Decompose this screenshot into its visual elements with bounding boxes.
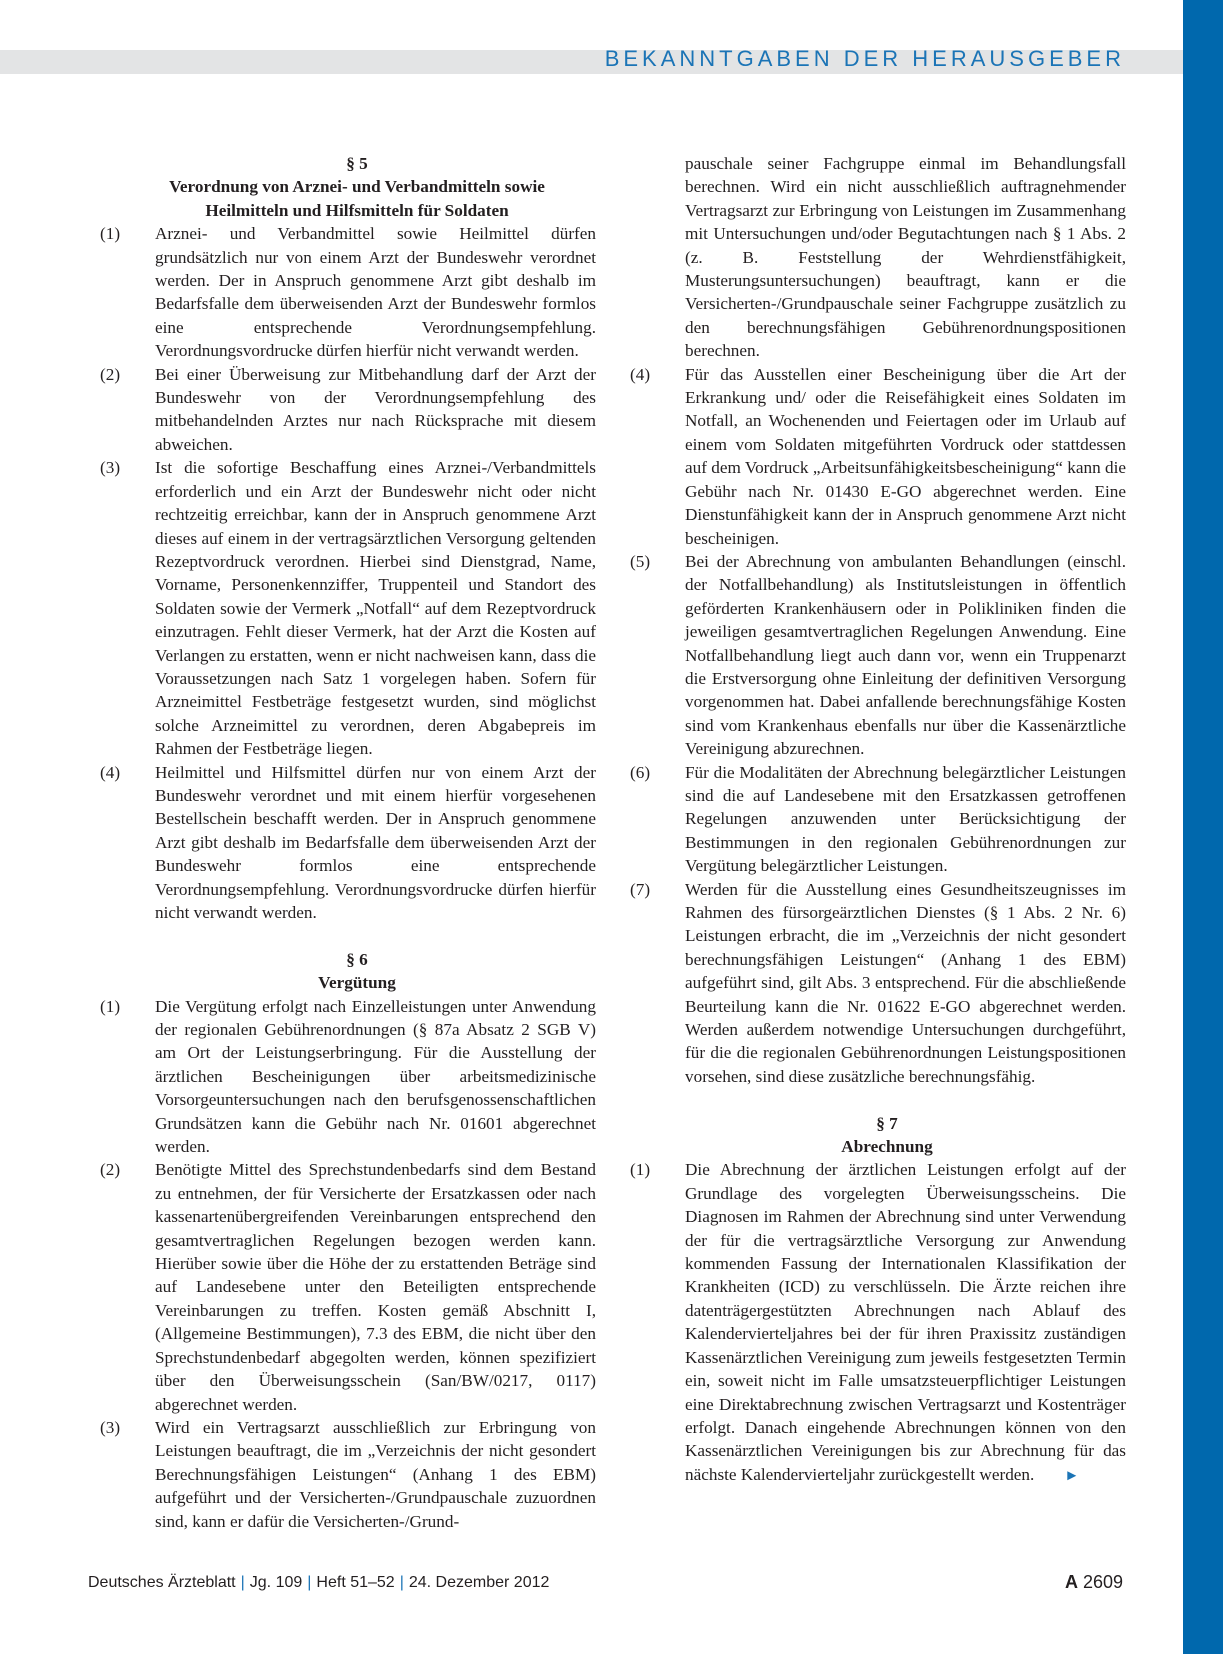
s5-paragraph-4 bbox=[88, 761, 596, 925]
paragraph-text: Die Abrechnung der ärztlichen Leistungen erfolgt auf der Grundlage des vorgelegten Überweisungsscheins. Die Diagnosen im Rahmen der Abrechnung sind unter Verwendung der für die vertragsärztliche Versorgung zur Anwendung kommenden Fassung der Internationalen Klassifikation der Krankheiten (ICD) zu verschlüsseln. Die Ärzte reichen ihre datenträgergestützten Abrechnungen nach Ablauf des Kalendervierteljahres bei der für ihren Praxissitz zuständigen Kassenärztlichen Vereinigung zum jeweils festgesetzten Termin ein, soweit nicht im Falle umsatzsteuerpflichtiger Leistungen eine Direktabrechnung zwischen Vertragsarzt und Kostenträger erfolgt. Danach eingehende Abrechnungen können von den Kassenärztlichen Vereinigungen bis zur Abrechnung für das nächste Kalendervierteljahr zurückgestellt werden. bbox=[685, 1160, 1126, 1484]
paragraph-number: (2) bbox=[100, 364, 121, 384]
paragraph-number: (4) bbox=[630, 364, 651, 384]
paragraph-text: Für die Modalitäten der Abrechnung belegärztlicher Leistungen sind die auf Landesebene mit den Ersatzkassen getroffenen Regelungen anzuwenden unter Berücksichtigung der Bestimmungen in den regionalen Gebührenordnungen zur Vergütung belegärztlicher Leistungen. bbox=[685, 762, 1126, 876]
section-6-heading bbox=[88, 948, 596, 995]
section-7-number: § 7 bbox=[876, 1113, 898, 1133]
paragraph-number: (1) bbox=[100, 996, 121, 1016]
section-5-number: § 5 bbox=[346, 154, 368, 173]
section-6-title: Vergütung bbox=[318, 973, 396, 993]
s6-paragraph-3 bbox=[88, 1416, 596, 1533]
page-number bbox=[1065, 1572, 1123, 1593]
footer-separator: | bbox=[399, 1574, 404, 1591]
section-7-title: Abrechnung bbox=[841, 1137, 933, 1157]
paragraph-number: (1) bbox=[630, 1160, 651, 1180]
paragraph-number: (6) bbox=[630, 762, 651, 782]
journal-name: Deutsches Ärzteblatt bbox=[88, 1574, 236, 1591]
paragraph-text: Wird ein Vertragsarzt ausschließlich zur Erbringung von Leistungen beauftragt, die im „Verzeichnis der nicht gesondert Berechnungsfähigen Leistungen“ (Anhang 1 des EBM) aufgeführt und der Versicherten-/Grundpauschale zuzuordnen sind, kann er dafür die Versicherten-/Grund- bbox=[155, 1417, 596, 1531]
s5-paragraph-1 bbox=[88, 222, 596, 362]
paragraph-number: (1) bbox=[100, 224, 121, 244]
paragraph-number: (3) bbox=[100, 1417, 121, 1437]
footer-separator: | bbox=[307, 1574, 312, 1591]
paragraph-number: (4) bbox=[100, 762, 121, 782]
section-5-title-line1: Verordnung von Arznei- und Verbandmitteln sowie bbox=[169, 177, 545, 197]
paragraph-text: Werden für die Ausstellung eines Gesundheitszeugnisses im Rahmen des fürsorgeärztlichen Dienstes (§ 1 Abs. 2 Nr. 6) Leistungen erbracht, die im „Verzeichnis der nicht gesondert berechnungsfähigen Leistungen“ (Anhang 1 des EBM) aufgeführt sind, gilt Abs. 3 entsprechend. Für die abschließende Beurteilung kann die Nr. 01622 E-GO abgerechnet werden. Werden außerdem notwendige Untersuchungen durchgeführt, für die die regionalen Gebührenordnungen Leistungspositionen vorsehen, sind diese zusätzliche berechnungsfähig. bbox=[685, 879, 1126, 1086]
paragraph-text: Für das Ausstellen einer Bescheinigung über die Art der Erkrankung und/ oder die Reisefähigkeit eines Soldaten im Notfall, an Wochenenden und Feiertagen oder im Urlaub auf einem vom Soldaten mitgeführten Vordruck oder stattdessen auf dem Vordruck „Arbeitsunfähigkeitsbescheinigung“ kann die Gebühr nach Nr. 01430 E-GO abgerechnet werden. Eine Dienstunfähigkeit kann der in Anspruch genommene Arzt nicht bescheinigen. bbox=[685, 364, 1126, 548]
section-7-heading bbox=[618, 1112, 1126, 1159]
side-color-bar bbox=[1183, 0, 1223, 1654]
s6-paragraph-4 bbox=[618, 363, 1126, 550]
section-5-heading bbox=[88, 152, 596, 222]
page-number-value: 2609 bbox=[1082, 1572, 1123, 1592]
section-header: BEKANNTGABEN DER HERAUSGEBER bbox=[604, 46, 1125, 71]
journal-issue: Heft 51–52 bbox=[316, 1574, 395, 1591]
page-prefix: A bbox=[1064, 1572, 1078, 1592]
s6-paragraph-6 bbox=[618, 761, 1126, 878]
left-column bbox=[88, 152, 596, 1533]
paragraph-text: Heilmittel und Hilfsmittel dürfen nur von einem Arzt der Bundeswehr verordnet und mit einem hierfür vorgesehenen Bestellschein beschafft werden. Der in Anspruch genommene Arzt gibt deshalb im Bedarfsfalle dem überweisenden Arzt der Bundeswehr formlos eine entsprechende Verordnungsempfehlung. Verordnungsvordrucke dürfen hierfür nicht verwandt werden. bbox=[155, 762, 596, 922]
right-column bbox=[618, 152, 1126, 1488]
s5-paragraph-3 bbox=[88, 456, 596, 760]
paragraph-text: Arznei- und Verbandmittel sowie Heilmittel dürfen grundsätzlich nur von einem Arzt der Bundeswehr verordnet werden. Der in Anspruch genommene Arzt gibt deshalb im Bedarfsfalle dem überweisenden Arzt der Bundeswehr formlos eine entsprechende Verordnungsempfehlung. Verordnungsvordrucke dürfen hierfür nicht verwandt werden. bbox=[155, 224, 596, 361]
paragraph-number: (2) bbox=[100, 1160, 121, 1180]
continue-arrow-icon: ► bbox=[1064, 1467, 1080, 1484]
s6-paragraph-5 bbox=[618, 550, 1126, 761]
footer-separator: | bbox=[240, 1574, 245, 1591]
paragraph-number: (5) bbox=[630, 551, 651, 571]
issue-date: 24. Dezember 2012 bbox=[408, 1574, 550, 1591]
paragraph-number: (7) bbox=[630, 879, 651, 899]
s5-paragraph-2 bbox=[88, 363, 596, 457]
section-6-number: § 6 bbox=[346, 949, 368, 969]
journal-volume: Jg. 109 bbox=[249, 1574, 303, 1591]
paragraph-text: Benötigte Mittel des Sprechstundenbedarfs sind dem Bestand zu entnehmen, der für Versicherte der Ersatzkassen oder nach kassenartenübergreifenden Vereinbarungen entsprechend den gesamtvertraglichen Regelungen bezogen werden kann. Hierüber sowie über die Höhe der zu erstattenden Beträge sind auf Landesebene unter den Beteiligten entsprechende Vereinbarungen zu treffen. Kosten gemäß Abschnitt I, (Allgemeine Bestimmungen), 7.3 des EBM, die nicht über den Sprechstundenbedarf abgegolten werden, können spezifiziert über den Überweisungsschein (San/BW/0217, 0117) abgerechnet werden. bbox=[155, 1160, 596, 1414]
s6-paragraph-1 bbox=[88, 995, 596, 1159]
s7-paragraph-1 bbox=[618, 1158, 1126, 1488]
page-footer bbox=[88, 1574, 1123, 1592]
paragraph-text: Die Vergütung erfolgt nach Einzelleistungen unter Anwendung der regionalen Gebührenordnungen (§ 87a Absatz 2 SGB V) am Ort der Leistungserbringung. Für die Ausstellung der ärztlichen Bescheinigungen über arbeitsmedizinische Vorsorgeuntersuchungen nach den berufsgenossenschaftlichen Grundsätzen kann die Gebühr nach Nr. 01601 abgerechnet werden. bbox=[155, 996, 596, 1157]
paragraph-number: (3) bbox=[100, 458, 121, 478]
paragraph-text: Bei der Abrechnung von ambulanten Behandlungen (einschl. der Notfallbehandlung) als Institutsleistungen in öffentlich geförderten Krankenhäusern oder in Polikliniken finden die jeweiligen gesamtvertraglichen Regelungen Anwendung. Eine Notfallbehandlung liegt auch dann vor, wenn ein Truppenarzt die Erstversorgung ohne Einleitung der definitiven Versorgung vorgenommen hat. Dabei anfallende berechnungsfähige Kosten sind vom Krankenhaus ebenfalls nur über die Kassenärztliche Vereinigung abzurechnen. bbox=[685, 551, 1126, 759]
paragraph-text: Bei einer Überweisung zur Mitbehandlung darf der Arzt der Bundeswehr von der Verordnungsempfehlung des mitbehandelnden Arztes nur nach Rücksprache mit diesem abweichen. bbox=[155, 364, 596, 454]
section-5-title-line2: Heilmitteln und Hilfsmitteln für Soldaten bbox=[205, 200, 509, 220]
paragraph-text: Ist die sofortige Beschaffung eines Arznei-/Verbandmittels erforderlich und ein Arzt der Bundeswehr nicht oder nicht rechtzeitig erreichbar, kann der in Anspruch genommene Arzt dieses auf einem in der vertragsärztlichen Versorgung geltenden Rezeptvordruck verordnen. Hierbei sind Dienstgrad, Name, Vorname, Personenkennziffer, Truppenteil und Standort des Soldaten sowie der Vermerk „Notfall“ auf dem Rezeptvordruck einzutragen. Fehlt dieser Vermerk, hat der Arzt die Kosten auf Verlangen zu erstatten, wenn er nicht nachweisen kann, dass die Voraussetzungen nach Satz 1 vorgelegen haben. Sofern für Arzneimittel Festbeträge festgesetzt wurden, sind möglichst solche Arzneimittel zu verordnen, deren Abgabepreis im Rahmen der Festbeträge liegen. bbox=[155, 458, 596, 759]
s6-paragraph-2 bbox=[88, 1158, 596, 1415]
s6-paragraph-7 bbox=[618, 878, 1126, 1089]
s6-paragraph-3-continuation: pauschale seiner Fachgruppe einmal im Behandlungsfall berechnen. Wird ein nicht ausschließlich auftragnehmender Vertragsarzt zur Erbringung von Leistungen im Zusammenhang mit Untersuchungen und/oder Begutachtungen nach § 1 Abs. 2 (z. B. Feststellung der Wehrdienstfähigkeit, Musterungsuntersuchungen) beauftragt, kann er die Versicherten-/Grundpauschale seiner Fachgruppe zusätzlich zu den berechnungsfähigen Gebührenordnungspositionen berechnen. bbox=[685, 154, 1126, 361]
